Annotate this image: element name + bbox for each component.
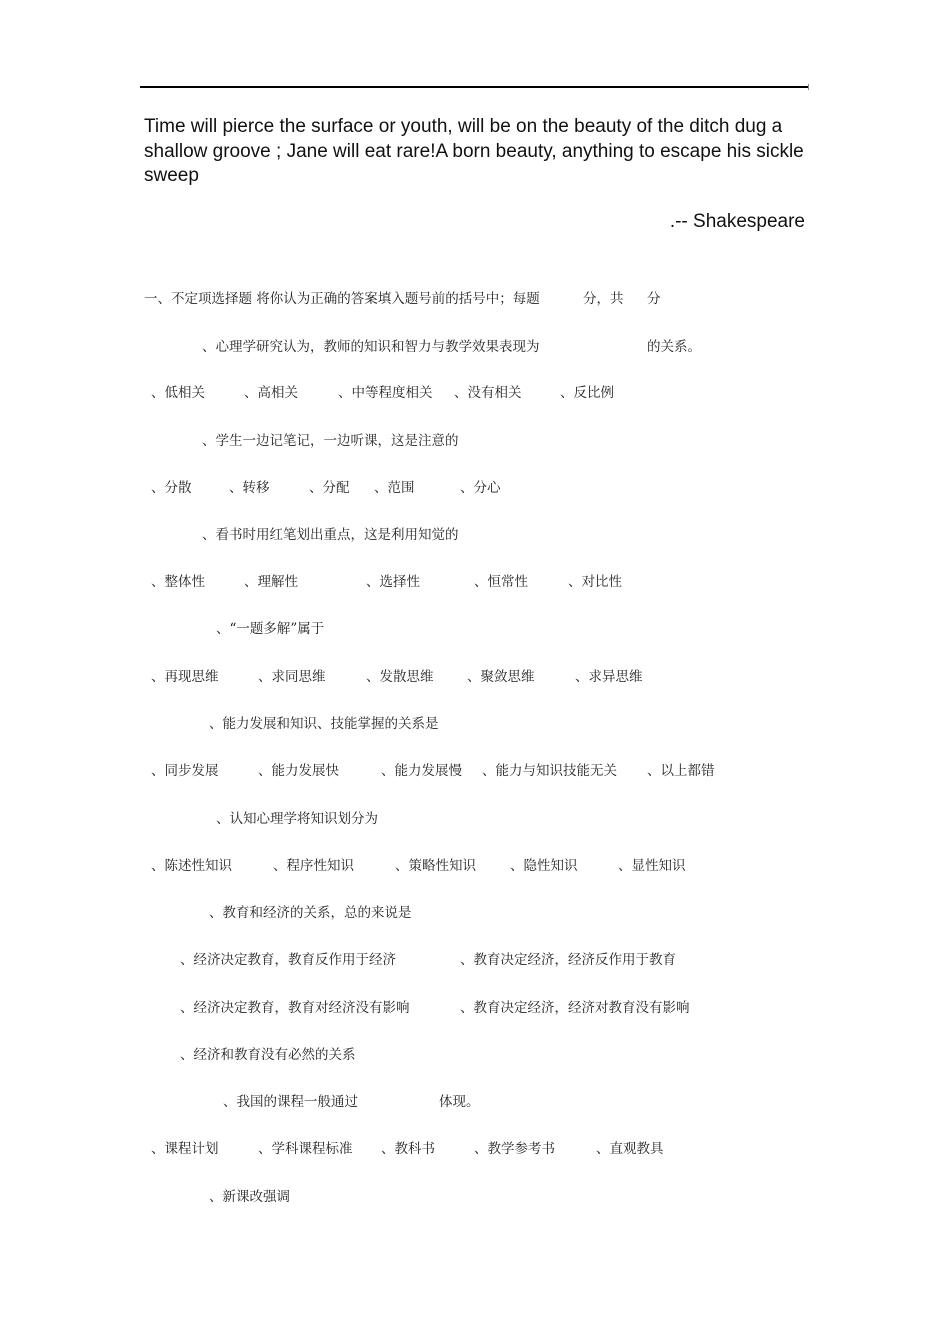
question-4-option[interactable]: 、求同思维: [258, 669, 326, 685]
question-9-stem: 、新课改强调: [209, 1189, 290, 1205]
question-1-option[interactable]: 、反比例: [560, 385, 614, 401]
question-3-options: [0, 573, 950, 591]
question-3-option[interactable]: 、理解性: [244, 574, 298, 590]
question-5-option[interactable]: 、能力与知识技能无关: [482, 763, 617, 779]
question-2-option[interactable]: 、分心: [460, 480, 501, 496]
question-6-option[interactable]: 、策略性知识: [395, 858, 476, 874]
question-6-stem: 、认知心理学将知识划分为: [216, 811, 378, 827]
question-8-option[interactable]: 、教学参考书: [474, 1141, 555, 1157]
question-4-option[interactable]: 、再现思维: [151, 669, 219, 685]
question-2-options: [0, 479, 950, 497]
question-1-option[interactable]: 、中等程度相关: [338, 385, 433, 401]
quote-text: Time will pierce the surface or youth, will be on the beauty of the ditch dug a shallow groove ; Jane will eat rare!A born beauty, anything to escape his sickle sweep: [144, 116, 804, 186]
question-4-options: [0, 668, 950, 686]
question-4-option[interactable]: 、发散思维: [366, 669, 434, 685]
question-1-option[interactable]: 、低相关: [151, 385, 205, 401]
question-8-stem-tail: 体现。: [439, 1094, 480, 1110]
question-1-stem-tail: 的关系。: [647, 339, 701, 355]
question-6-option[interactable]: 、显性知识: [618, 858, 686, 874]
section-heading-end: 分: [647, 291, 661, 307]
question-7-options-row-1: [0, 951, 950, 969]
question-7-option[interactable]: 、经济决定教育，教育反作用于经济: [180, 952, 396, 968]
question-3-option[interactable]: 、恒常性: [474, 574, 528, 590]
question-5-option[interactable]: 、能力发展快: [258, 763, 339, 779]
question-1-stem: 、心理学研究认为，教师的知识和智力与教学效果表现为: [202, 339, 540, 355]
question-3-option[interactable]: 、对比性: [568, 574, 622, 590]
question-7-options-row-2: [0, 999, 950, 1017]
question-7-stem: 、教育和经济的关系，总的来说是: [209, 905, 412, 921]
question-5-options: [0, 762, 950, 780]
question-2-option[interactable]: 、分配: [309, 480, 350, 496]
question-2-option[interactable]: 、转移: [229, 480, 270, 496]
question-7-option[interactable]: 、经济和教育没有必然的关系: [180, 1047, 356, 1063]
question-1-options: [0, 384, 950, 402]
question-6-options: [0, 857, 950, 875]
question-6-option[interactable]: 、陈述性知识: [151, 858, 232, 874]
section-heading-text: 一、不定项选择题 将你认为正确的答案填入题号前的括号中；每题: [144, 291, 540, 307]
question-8-stem: 、我国的课程一般通过: [223, 1094, 358, 1110]
section-heading: [144, 290, 540, 308]
question-7-option[interactable]: 、教育决定经济，经济对教育没有影响: [460, 1000, 690, 1016]
question-8-options: [0, 1140, 950, 1158]
question-3-stem: 、看书时用红笔划出重点，这是利用知觉的: [202, 527, 459, 543]
question-4-option[interactable]: 、求异思维: [575, 669, 643, 685]
question-5-stem: 、能力发展和知识、技能掌握的关系是: [209, 716, 439, 732]
question-7-options-row-3: [0, 1046, 950, 1064]
question-8-option[interactable]: 、学科课程标准: [258, 1141, 353, 1157]
question-4-option[interactable]: 、聚敛思维: [467, 669, 535, 685]
question-2-option[interactable]: 、分散: [151, 480, 192, 496]
header-rule-tick: [808, 84, 809, 90]
question-1-option[interactable]: 、高相关: [244, 385, 298, 401]
question-6-option[interactable]: 、隐性知识: [510, 858, 578, 874]
question-8-option[interactable]: 、教科书: [381, 1141, 435, 1157]
question-1-option[interactable]: 、没有相关: [454, 385, 522, 401]
question-4-stem: 、“一题多解”属于: [216, 621, 325, 637]
question-8-option[interactable]: 、课程计划: [151, 1141, 219, 1157]
question-2-option[interactable]: 、范围: [374, 480, 415, 496]
question-2-stem: 、学生一边记笔记，一边听课，这是注意的: [202, 433, 459, 449]
question-5-option[interactable]: 、以上都错: [647, 763, 715, 779]
question-7-option[interactable]: 、教育决定经济，经济反作用于教育: [460, 952, 676, 968]
quote-author: .-- Shakespeare: [669, 211, 805, 232]
question-5-option[interactable]: 、同步发展: [151, 763, 219, 779]
header-rule: [140, 86, 808, 88]
question-3-option[interactable]: 、选择性: [366, 574, 420, 590]
question-7-option[interactable]: 、经济决定教育，教育对经济没有影响: [180, 1000, 410, 1016]
question-8-option[interactable]: 、直观教具: [596, 1141, 664, 1157]
section-heading-mid: 分，共: [583, 291, 624, 307]
question-6-option[interactable]: 、程序性知识: [273, 858, 354, 874]
question-3-option[interactable]: 、整体性: [151, 574, 205, 590]
question-5-option[interactable]: 、能力发展慢: [381, 763, 462, 779]
